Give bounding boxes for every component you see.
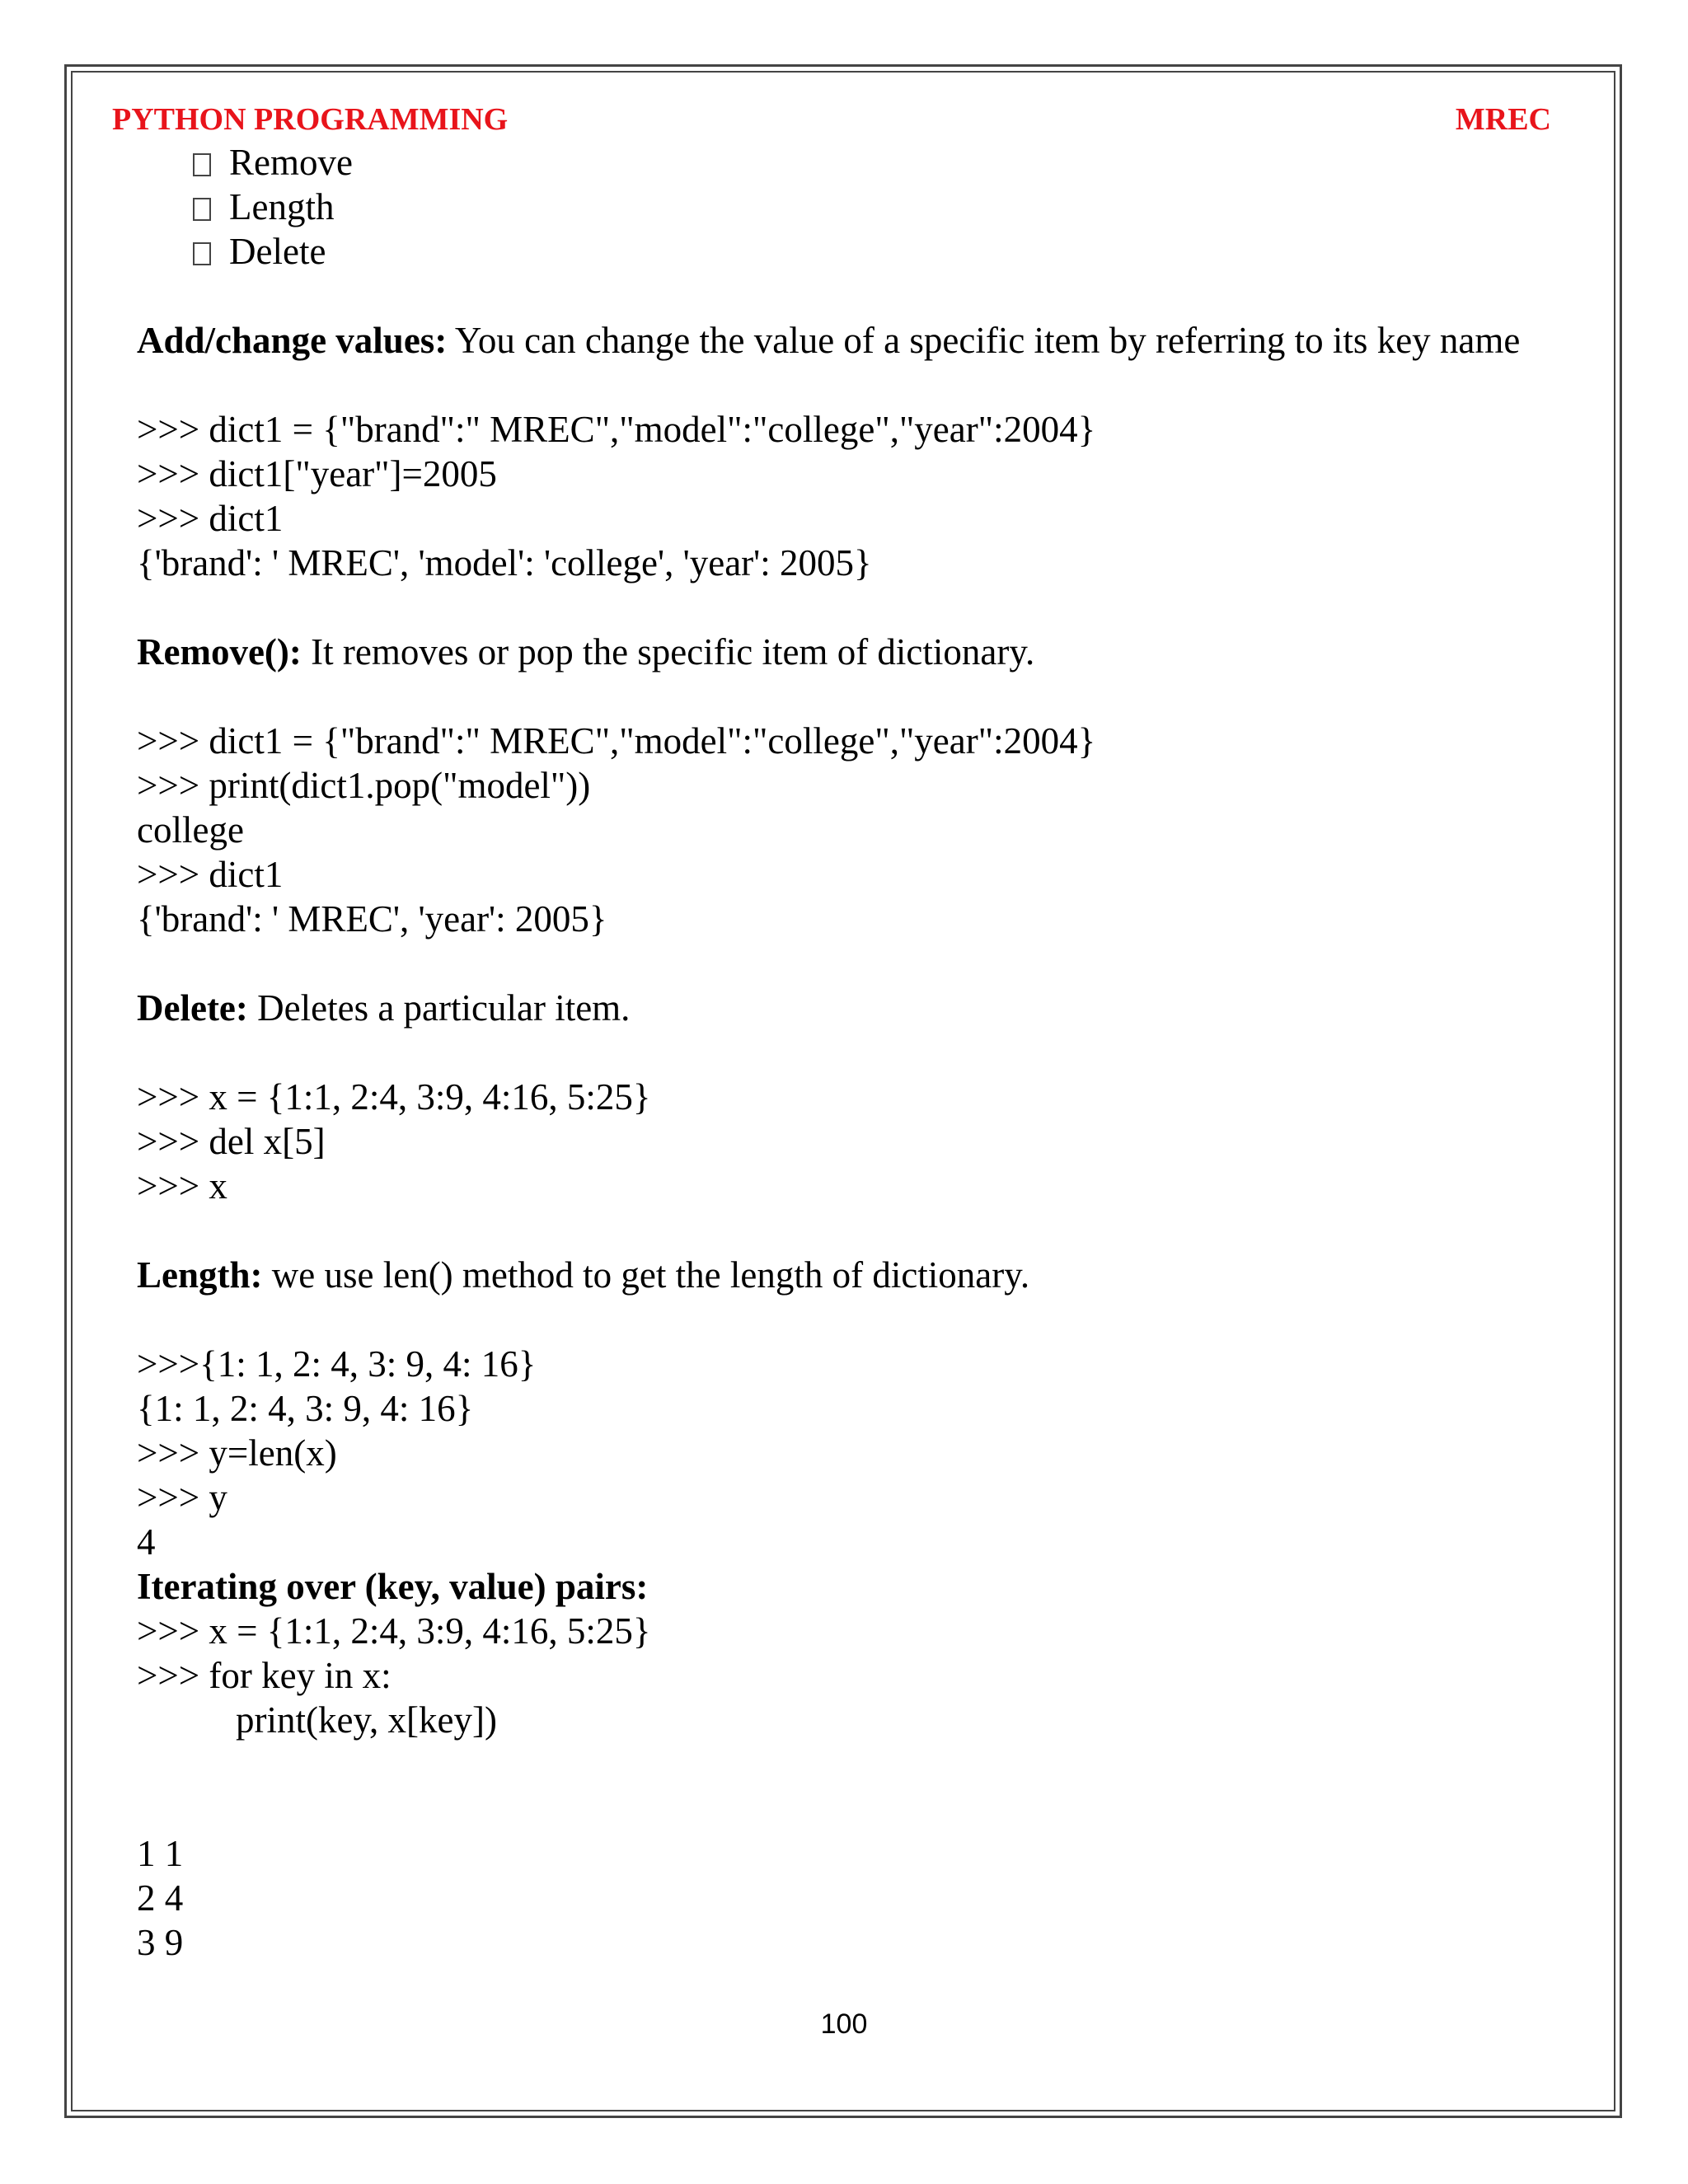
code-line: {'brand': ' MREC', 'model': 'college', 'year': 2005} — [137, 542, 872, 583]
code-line: >>> for key in x: — [137, 1655, 392, 1696]
checkbox-bullet-icon — [193, 198, 211, 221]
code-line: >>> dict1 — [137, 498, 284, 539]
code-line: >>> x — [137, 1165, 227, 1207]
output-line: 2 4 — [137, 1877, 184, 1919]
bullet-item: Remove — [137, 140, 1538, 185]
code-line: >>> print(dict1.pop("model")) — [137, 765, 591, 806]
header-title: PYTHON PROGRAMMING — [112, 102, 509, 137]
bullet-item: Delete — [137, 229, 1538, 274]
code-line: >>> y — [137, 1477, 227, 1518]
code-line: >>> x = {1:1, 2:4, 3:9, 4:16, 5:25} — [137, 1076, 651, 1118]
code-line: college — [137, 809, 244, 851]
bullet-item: Length — [137, 185, 1538, 229]
length-paragraph: Length: we use len() method to get the length of dictionary. — [137, 1254, 1030, 1296]
checkbox-bullet-icon — [193, 242, 211, 265]
code-line: {'brand': ' MREC', 'year': 2005} — [137, 898, 607, 940]
iterating-heading: Iterating over (key, value) pairs: — [137, 1566, 649, 1607]
code-line: >>> y=len(x) — [137, 1432, 337, 1474]
code-line: {1: 1, 2: 4, 3: 9, 4: 16} — [137, 1388, 474, 1429]
code-line: >>> dict1 = {"brand":" MREC","model":"college","year":2004} — [137, 720, 1096, 762]
page-number: 100 — [820, 2008, 868, 2040]
code-line: >>> dict1 = {"brand":" MREC","model":"college","year":2004} — [137, 409, 1096, 450]
header-college: MREC — [1455, 102, 1551, 137]
code-line: >>> x = {1:1, 2:4, 3:9, 4:16, 5:25} — [137, 1610, 651, 1652]
code-line: 4 — [137, 1521, 156, 1563]
delete-heading: Delete: — [137, 987, 248, 1029]
code-line: >>>{1: 1, 2: 4, 3: 9, 4: 16} — [137, 1343, 537, 1385]
add-change-heading: Add/change values: — [137, 320, 448, 361]
delete-paragraph: Delete: Deletes a particular item. — [137, 987, 631, 1029]
code-line: >>> dict1 — [137, 854, 284, 895]
code-line: >>> del x[5] — [137, 1121, 326, 1162]
output-line: 1 1 — [137, 1833, 184, 1874]
remove-paragraph: Remove(): It removes or pop the specific item of dictionary. — [137, 631, 1035, 673]
checkbox-bullet-icon — [193, 153, 211, 176]
length-heading: Length: — [137, 1254, 263, 1296]
output-line: 3 9 — [137, 1922, 184, 1963]
code-line-indented: print(key, x[key]) — [236, 1699, 497, 1741]
page-content — [137, 140, 1538, 1965]
add-change-paragraph: Add/change values: You can change the value of a specific item by referring to its key name — [137, 320, 1521, 361]
remove-heading: Remove(): — [137, 631, 302, 673]
code-line: >>> dict1["year"]=2005 — [137, 453, 497, 494]
